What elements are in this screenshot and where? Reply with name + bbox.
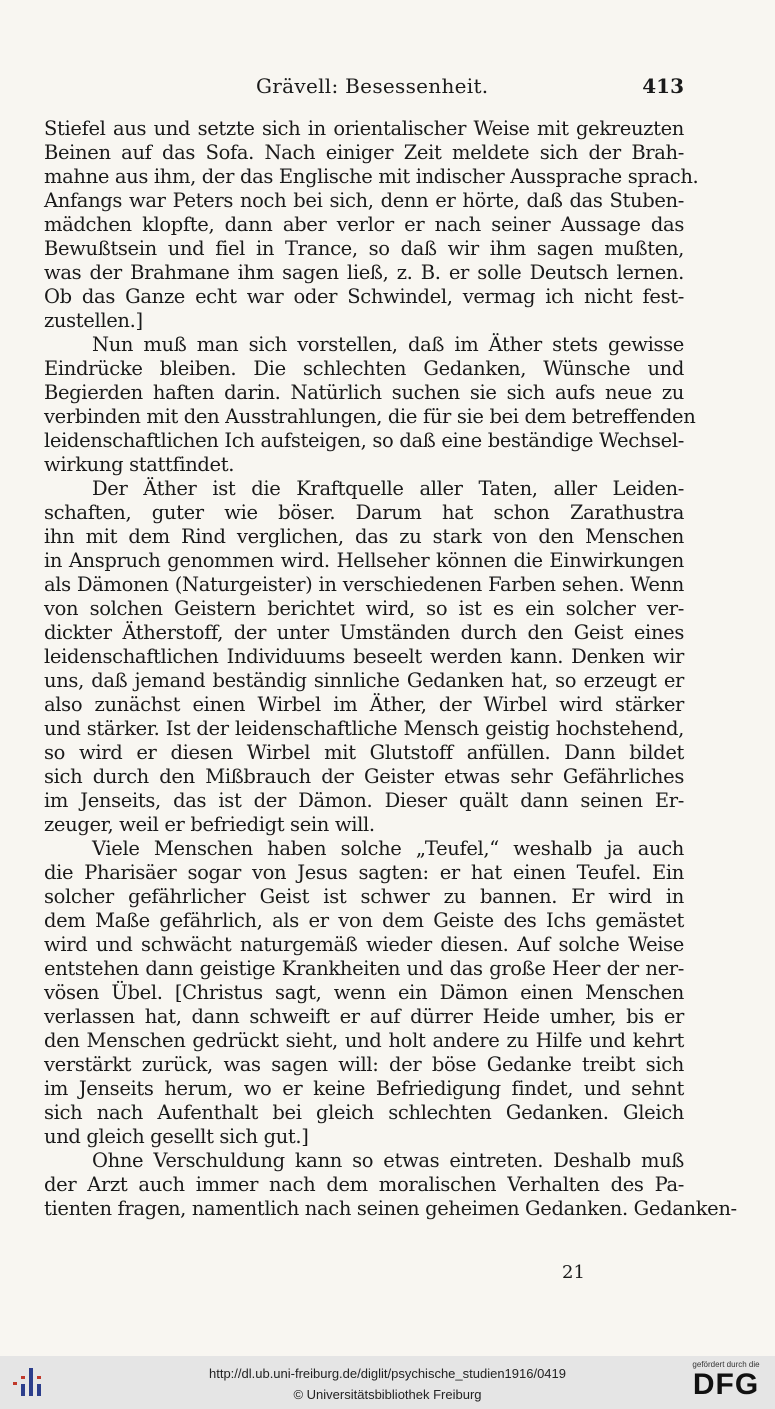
text-line: was der Brahmane ihm sagen ließ, z. B. er solle Deutsch lernen. — [44, 261, 684, 284]
running-header — [44, 70, 684, 104]
text-line: dickter Ätherstoff, der unter Umständen durch den Geist eines — [44, 621, 684, 644]
text-line: als Dämonen (Naturgeister) in verschiedenen Farben sehen. Wenn — [44, 573, 684, 596]
viewer-footer — [0, 1356, 775, 1409]
text-line: von solchen Geistern berichtet wird, so ist es ein solcher ver- — [44, 597, 684, 620]
text-line: Bewußtsein und fiel in Trance, so daß wir ihm sagen mußten, — [44, 237, 684, 260]
text-line: und gleich gesellt sich gut.] — [44, 1125, 309, 1148]
text-line: im Jenseits, das ist der Dämon. Dieser quält dann seinen Er- — [44, 789, 684, 812]
text-line: in Anspruch genommen wird. Hellseher können die Einwirkungen — [44, 549, 684, 572]
copyright-text: © Universitätsbibliothek Freiburg — [293, 1387, 482, 1402]
text-line: Viele Menschen haben solche „Teufel,“ weshalb ja auch — [92, 837, 684, 860]
text-line: ihn mit dem Rind verglichen, das zu stark von den Menschen — [44, 525, 684, 548]
page-text — [44, 117, 737, 1221]
text-line: verbinden mit den Ausstrahlungen, die für sie bei dem betreffenden — [44, 405, 696, 428]
text-line: Ohne Verschuldung kann so etwas eintreten. Deshalb muß — [92, 1149, 684, 1172]
text-line: und stärker. Ist der leidenschaftliche Mensch geistig hochstehend, — [44, 717, 684, 740]
text-line: wirkung stattfindet. — [44, 453, 235, 476]
text-line: Begierden haften darin. Natürlich suchen sie sich aufs neue zu — [44, 381, 684, 404]
text-line: leidenschaftlichen Ich aufsteigen, so daß eine beständige Wechsel- — [44, 429, 684, 452]
dfg-logo-icon[interactable] — [685, 1360, 767, 1406]
page-number: 413 — [642, 74, 684, 98]
text-line: sich nach Aufenthalt bei gleich schlechten Gedanken. Gleich — [44, 1101, 684, 1124]
text-line: der Arzt auch immer nach dem moralischen Verhalten des Pa- — [44, 1173, 684, 1196]
text-line: verlassen hat, dann schweift er auf dürrer Heide umher, bis er — [44, 1005, 684, 1028]
text-line: schaften, guter wie böser. Darum hat schon Zarathustra — [44, 501, 684, 524]
text-line: uns, daß jemand beständig sinnliche Gedanken hat, so erzeugt er — [44, 669, 684, 692]
text-line: so wird er diesen Wirbel mit Glutstoff anfüllen. Dann bildet — [44, 741, 684, 764]
text-line: Eindrücke bleiben. Die schlechten Gedanken, Wünsche und — [44, 357, 684, 380]
text-line: Anfangs war Peters noch bei sich, denn er hörte, daß das Stuben- — [44, 189, 684, 212]
text-line: vösen Übel. [Christus sagt, wenn ein Dämon einen Menschen — [44, 981, 684, 1004]
dfg-logo-text: DFG — [692, 1368, 760, 1401]
text-line: Beinen auf das Sofa. Nach einiger Zeit meldete sich der Brah- — [44, 141, 684, 164]
source-url-link[interactable]: http://dl.ub.uni-freiburg.de/diglit/psychische_studien1916/0419 — [208, 1366, 567, 1381]
text-line: dem Maße gefährlich, als er von dem Geiste des Ichs gemästet — [44, 909, 684, 932]
text-line: wird und schwächt naturgemäß wieder diesen. Auf solche Weise — [44, 933, 684, 956]
text-line: tienten fragen, namentlich nach seinen geheimen Gedanken. Gedanken- — [44, 1197, 737, 1220]
text-line: Der Äther ist die Kraftquelle aller Taten, aller Leiden- — [92, 477, 684, 500]
dfg-caption: gefördert durch die — [692, 1360, 760, 1369]
text-line: Nun muß man sich vorstellen, daß im Äther stets gewisse — [92, 333, 684, 356]
signature-mark: 21 — [562, 1262, 585, 1283]
text-line: den Menschen gedrückt sieht, und holt andere zu Hilfe und kehrt — [44, 1029, 684, 1052]
running-title: Grävell: Besessenheit. — [256, 74, 489, 98]
text-line: die Pharisäer sogar von Jesus sagten: er hat einen Teufel. Ein — [44, 861, 684, 884]
text-line: entstehen dann geistige Krankheiten und das große Heer der ner- — [44, 957, 684, 980]
text-line: mädchen klopfte, dann aber verlor er nach seiner Aussage das — [44, 213, 684, 236]
text-line: zustellen.] — [44, 309, 143, 332]
text-line: im Jenseits herum, wo er keine Befriedigung findet, und sehnt — [44, 1077, 684, 1100]
text-line: leidenschaftlichen Individuums beseelt werden kann. Denken wir — [44, 645, 684, 668]
text-line: also zunächst einen Wirbel im Äther, der Wirbel wird stärker — [44, 693, 684, 716]
text-line: solcher gefährlicher Geist ist schwer zu bannen. Er wird in — [44, 885, 684, 908]
text-line: sich durch den Mißbrauch der Geister etwas sehr Gefährliches — [44, 765, 684, 788]
text-line: zeuger, weil er befriedigt sein will. — [44, 813, 375, 836]
text-line: mahne aus ihm, der das Englische mit indischer Aussprache sprach. — [44, 165, 699, 188]
text-line: Ob das Ganze echt war oder Schwindel, vermag ich nicht fest- — [44, 285, 684, 308]
text-line: verstärkt zurück, was sagen will: der böse Gedanke treibt sich — [44, 1053, 684, 1076]
text-line: Stiefel aus und setzte sich in orientalischer Weise mit gekreuzten — [44, 117, 684, 140]
